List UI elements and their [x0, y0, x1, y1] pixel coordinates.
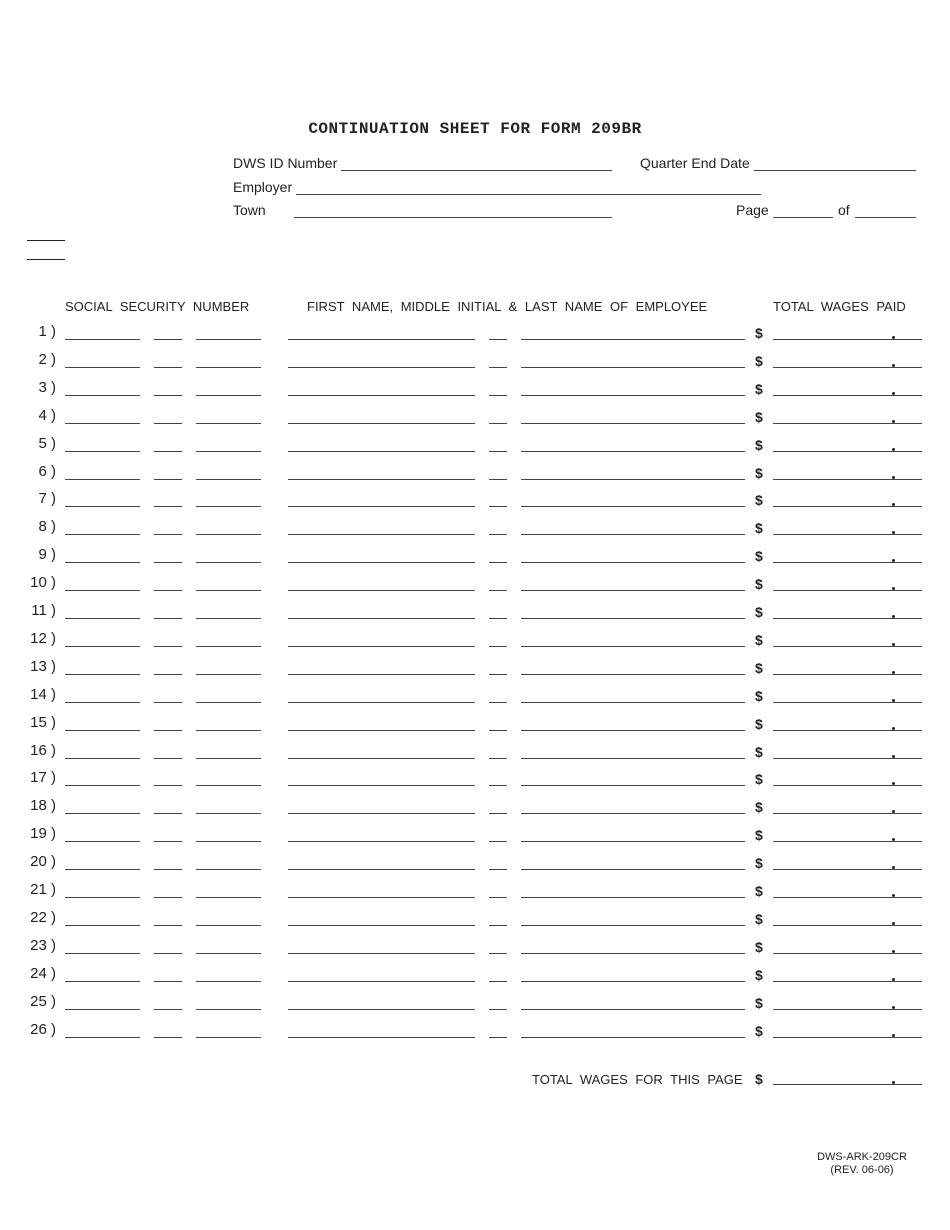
- ssn-part2-field[interactable]: [154, 674, 182, 675]
- dollar-sign: $: [755, 716, 763, 732]
- margin-mark: [27, 240, 65, 241]
- ssn-part3-field[interactable]: [196, 785, 261, 786]
- last-name-field[interactable]: [521, 562, 745, 563]
- decimal-point: [892, 643, 895, 646]
- middle-initial-field[interactable]: [489, 367, 507, 368]
- dollar-sign: $: [755, 995, 763, 1011]
- dollar-sign: $: [755, 744, 763, 760]
- total-wages-label: TOTAL WAGES FOR THIS PAGE: [532, 1072, 743, 1087]
- first-name-field[interactable]: [288, 618, 475, 619]
- employer-field[interactable]: [296, 194, 761, 195]
- first-name-field[interactable]: [288, 953, 475, 954]
- ssn-part2-field[interactable]: [154, 981, 182, 982]
- ssn-part3-field[interactable]: [196, 981, 261, 982]
- ssn-part1-field[interactable]: [65, 562, 140, 563]
- ssn-part1-field[interactable]: [65, 897, 140, 898]
- first-name-field[interactable]: [288, 339, 475, 340]
- decimal-point: [892, 810, 895, 813]
- ssn-part1-field[interactable]: [65, 869, 140, 870]
- ssn-part3-field[interactable]: [196, 841, 261, 842]
- middle-initial-field[interactable]: [489, 785, 507, 786]
- ssn-part1-field[interactable]: [65, 674, 140, 675]
- decimal-point: [892, 978, 895, 981]
- ssn-part3-field[interactable]: [196, 813, 261, 814]
- decimal-point: [892, 559, 895, 562]
- ssn-part1-field[interactable]: [65, 1037, 140, 1038]
- ssn-part3-field[interactable]: [196, 534, 261, 535]
- decimal-point: [892, 950, 895, 953]
- first-name-field[interactable]: [288, 534, 475, 535]
- middle-initial-field[interactable]: [489, 506, 507, 507]
- dollar-sign: $: [755, 855, 763, 871]
- ssn-part1-field[interactable]: [65, 730, 140, 731]
- middle-initial-field[interactable]: [489, 730, 507, 731]
- row-number: 21 ): [30, 881, 56, 898]
- row-number: 16 ): [30, 742, 56, 759]
- dollar-sign: $: [755, 771, 763, 787]
- page-label: Page: [736, 202, 769, 218]
- employer-label: Employer: [233, 179, 293, 195]
- decimal-point: [892, 448, 895, 451]
- ssn-part1-field[interactable]: [65, 758, 140, 759]
- dollar-sign: $: [755, 604, 763, 620]
- decimal-point: [892, 531, 895, 534]
- last-name-field[interactable]: [521, 534, 745, 535]
- form-code: DWS-ARK-209CR: [817, 1151, 907, 1163]
- first-name-field[interactable]: [288, 674, 475, 675]
- row-number: 2 ): [38, 351, 56, 368]
- decimal-point: [892, 392, 895, 395]
- decimal-point: [892, 699, 895, 702]
- decimal-point: [892, 922, 895, 925]
- dollar-sign: $: [755, 688, 763, 704]
- ssn-part2-field[interactable]: [154, 730, 182, 731]
- ssn-part3-field[interactable]: [196, 702, 261, 703]
- ssn-part3-field[interactable]: [196, 339, 261, 340]
- town-field[interactable]: [294, 217, 612, 218]
- ssn-part1-field[interactable]: [65, 339, 140, 340]
- form-revision: (REV. 06-06): [830, 1164, 894, 1176]
- margin-mark: [27, 259, 65, 260]
- first-name-field[interactable]: [288, 897, 475, 898]
- last-name-field[interactable]: [521, 869, 745, 870]
- middle-initial-field[interactable]: [489, 869, 507, 870]
- last-name-field[interactable]: [521, 395, 745, 396]
- ssn-part2-field[interactable]: [154, 785, 182, 786]
- decimal-point: [892, 336, 895, 339]
- row-number: 12 ): [30, 630, 56, 647]
- ssn-part1-field[interactable]: [65, 395, 140, 396]
- ssn-part2-field[interactable]: [154, 423, 182, 424]
- last-name-field[interactable]: [521, 925, 745, 926]
- ssn-part2-field[interactable]: [154, 562, 182, 563]
- ssn-header: SOCIAL SECURITY NUMBER: [65, 299, 250, 314]
- quarter-end-label: Quarter End Date: [640, 155, 750, 171]
- page-total-field[interactable]: [855, 217, 916, 218]
- middle-initial-field[interactable]: [489, 590, 507, 591]
- decimal-point: [892, 615, 895, 618]
- ssn-part2-field[interactable]: [154, 367, 182, 368]
- ssn-part2-field[interactable]: [154, 869, 182, 870]
- first-name-field[interactable]: [288, 981, 475, 982]
- ssn-part1-field[interactable]: [65, 506, 140, 507]
- wages-header: TOTAL WAGES PAID: [773, 299, 906, 314]
- dollar-sign: $: [755, 325, 763, 341]
- ssn-part2-field[interactable]: [154, 897, 182, 898]
- ssn-part3-field[interactable]: [196, 1009, 261, 1010]
- dollar-sign: $: [755, 883, 763, 899]
- first-name-field[interactable]: [288, 562, 475, 563]
- row-number: 7 ): [38, 490, 56, 507]
- row-number: 4 ): [38, 407, 56, 424]
- decimal-point: [892, 1006, 895, 1009]
- last-name-field[interactable]: [521, 897, 745, 898]
- row-number: 6 ): [38, 463, 56, 480]
- decimal-point: [892, 894, 895, 897]
- ssn-part2-field[interactable]: [154, 506, 182, 507]
- dollar-sign: $: [755, 576, 763, 592]
- dollar-sign: $: [755, 1023, 763, 1039]
- wages-field[interactable]: [773, 953, 922, 954]
- wages-field[interactable]: [773, 395, 922, 396]
- dws-id-label: DWS ID Number: [233, 155, 338, 171]
- middle-initial-field[interactable]: [489, 981, 507, 982]
- ssn-part3-field[interactable]: [196, 562, 261, 563]
- decimal-point: [892, 503, 895, 506]
- dollar-sign: $: [755, 492, 763, 508]
- last-name-field[interactable]: [521, 1037, 745, 1038]
- wages-field[interactable]: [773, 813, 922, 814]
- dollar-sign: $: [755, 409, 763, 425]
- row-number: 17 ): [30, 769, 56, 786]
- wages-field[interactable]: [773, 758, 922, 759]
- ssn-part3-field[interactable]: [196, 479, 261, 480]
- wages-field[interactable]: [773, 1037, 922, 1038]
- ssn-part1-field[interactable]: [65, 1009, 140, 1010]
- last-name-field[interactable]: [521, 953, 745, 954]
- wages-field[interactable]: [773, 618, 922, 619]
- middle-initial-field[interactable]: [489, 897, 507, 898]
- ssn-part1-field[interactable]: [65, 367, 140, 368]
- wages-field[interactable]: [773, 869, 922, 870]
- row-number: 26 ): [30, 1021, 56, 1038]
- ssn-part1-field[interactable]: [65, 479, 140, 480]
- ssn-part1-field[interactable]: [65, 534, 140, 535]
- ssn-part1-field[interactable]: [65, 646, 140, 647]
- decimal-point: [892, 838, 895, 841]
- ssn-part3-field[interactable]: [196, 758, 261, 759]
- wages-field[interactable]: [773, 506, 922, 507]
- wages-field[interactable]: [773, 897, 922, 898]
- first-name-field[interactable]: [288, 479, 475, 480]
- last-name-field[interactable]: [521, 479, 745, 480]
- wages-field[interactable]: [773, 674, 922, 675]
- dollar-sign: $: [755, 632, 763, 648]
- wages-field[interactable]: [773, 981, 922, 982]
- dollar-sign: $: [755, 827, 763, 843]
- dollar-sign: $: [755, 660, 763, 676]
- decimal-point: [892, 727, 895, 730]
- decimal-point: [892, 476, 895, 479]
- wages-field[interactable]: [773, 590, 922, 591]
- last-name-field[interactable]: [521, 785, 745, 786]
- total-wages-field[interactable]: [773, 1084, 922, 1085]
- dollar-sign: $: [755, 911, 763, 927]
- ssn-part1-field[interactable]: [65, 925, 140, 926]
- decimal-point: [892, 1034, 895, 1037]
- first-name-field[interactable]: [288, 1009, 475, 1010]
- form-title: CONTINUATION SHEET FOR FORM 209BR: [308, 120, 642, 138]
- last-name-field[interactable]: [521, 590, 745, 591]
- first-name-field[interactable]: [288, 925, 475, 926]
- dollar-sign: $: [755, 437, 763, 453]
- ssn-part2-field[interactable]: [154, 813, 182, 814]
- town-label: Town: [233, 202, 266, 218]
- ssn-part3-field[interactable]: [196, 897, 261, 898]
- first-name-field[interactable]: [288, 702, 475, 703]
- first-name-field[interactable]: [288, 451, 475, 452]
- quarter-end-field[interactable]: [754, 170, 916, 171]
- decimal-point: [892, 420, 895, 423]
- decimal-point: [892, 364, 895, 367]
- row-number: 22 ): [30, 909, 56, 926]
- ssn-part1-field[interactable]: [65, 785, 140, 786]
- middle-initial-field[interactable]: [489, 702, 507, 703]
- middle-initial-field[interactable]: [489, 339, 507, 340]
- ssn-part2-field[interactable]: [154, 479, 182, 480]
- middle-initial-field[interactable]: [489, 451, 507, 452]
- ssn-part2-field[interactable]: [154, 841, 182, 842]
- decimal-point: [892, 671, 895, 674]
- first-name-field[interactable]: [288, 841, 475, 842]
- first-name-field[interactable]: [288, 367, 475, 368]
- ssn-part2-field[interactable]: [154, 590, 182, 591]
- wages-field[interactable]: [773, 339, 922, 340]
- row-number: 11 ): [31, 602, 56, 619]
- ssn-part1-field[interactable]: [65, 618, 140, 619]
- ssn-part3-field[interactable]: [196, 953, 261, 954]
- middle-initial-field[interactable]: [489, 1009, 507, 1010]
- page-number-field[interactable]: [773, 217, 833, 218]
- ssn-part1-field[interactable]: [65, 590, 140, 591]
- first-name-field[interactable]: [288, 590, 475, 591]
- wages-field[interactable]: [773, 562, 922, 563]
- of-label: of: [838, 202, 850, 218]
- dollar-sign: $: [755, 465, 763, 481]
- decimal-point: [892, 755, 895, 758]
- decimal-point: [892, 587, 895, 590]
- wages-field[interactable]: [773, 925, 922, 926]
- first-name-field[interactable]: [288, 1037, 475, 1038]
- wages-field[interactable]: [773, 367, 922, 368]
- wages-field[interactable]: [773, 841, 922, 842]
- last-name-field[interactable]: [521, 367, 745, 368]
- dollar-sign: $: [755, 520, 763, 536]
- last-name-field[interactable]: [521, 730, 745, 731]
- wages-field[interactable]: [773, 702, 922, 703]
- middle-initial-field[interactable]: [489, 479, 507, 480]
- ssn-part3-field[interactable]: [196, 506, 261, 507]
- ssn-part2-field[interactable]: [154, 339, 182, 340]
- last-name-field[interactable]: [521, 1009, 745, 1010]
- ssn-part1-field[interactable]: [65, 981, 140, 982]
- row-number: 8 ): [38, 518, 56, 535]
- wages-field[interactable]: [773, 479, 922, 480]
- middle-initial-field[interactable]: [489, 1037, 507, 1038]
- ssn-part1-field[interactable]: [65, 953, 140, 954]
- wages-field[interactable]: [773, 451, 922, 452]
- last-name-field[interactable]: [521, 813, 745, 814]
- ssn-part2-field[interactable]: [154, 1009, 182, 1010]
- row-number: 15 ): [30, 714, 56, 731]
- last-name-field[interactable]: [521, 674, 745, 675]
- ssn-part3-field[interactable]: [196, 730, 261, 731]
- middle-initial-field[interactable]: [489, 423, 507, 424]
- ssn-part2-field[interactable]: [154, 925, 182, 926]
- row-number: 25 ): [30, 993, 56, 1010]
- wages-field[interactable]: [773, 785, 922, 786]
- ssn-part2-field[interactable]: [154, 618, 182, 619]
- dollar-sign: $: [755, 353, 763, 369]
- ssn-part2-field[interactable]: [154, 395, 182, 396]
- ssn-part2-field[interactable]: [154, 953, 182, 954]
- middle-initial-field[interactable]: [489, 841, 507, 842]
- middle-initial-field[interactable]: [489, 562, 507, 563]
- ssn-part2-field[interactable]: [154, 758, 182, 759]
- middle-initial-field[interactable]: [489, 395, 507, 396]
- wages-field[interactable]: [773, 534, 922, 535]
- ssn-part3-field[interactable]: [196, 590, 261, 591]
- ssn-part3-field[interactable]: [196, 423, 261, 424]
- last-name-field[interactable]: [521, 758, 745, 759]
- middle-initial-field[interactable]: [489, 618, 507, 619]
- dws-id-field[interactable]: [341, 170, 612, 171]
- row-number: 14 ): [30, 686, 56, 703]
- row-number: 9 ): [38, 546, 56, 563]
- last-name-field[interactable]: [521, 618, 745, 619]
- last-name-field[interactable]: [521, 339, 745, 340]
- ssn-part3-field[interactable]: [196, 395, 261, 396]
- last-name-field[interactable]: [521, 423, 745, 424]
- dollar-sign: $: [755, 939, 763, 955]
- ssn-part3-field[interactable]: [196, 618, 261, 619]
- last-name-field[interactable]: [521, 981, 745, 982]
- first-name-field[interactable]: [288, 423, 475, 424]
- ssn-part2-field[interactable]: [154, 534, 182, 535]
- first-name-field[interactable]: [288, 395, 475, 396]
- first-name-field[interactable]: [288, 869, 475, 870]
- dollar-sign: $: [755, 548, 763, 564]
- ssn-part2-field[interactable]: [154, 646, 182, 647]
- ssn-part3-field[interactable]: [196, 1037, 261, 1038]
- middle-initial-field[interactable]: [489, 646, 507, 647]
- wages-field[interactable]: [773, 646, 922, 647]
- ssn-part3-field[interactable]: [196, 646, 261, 647]
- total-dollar-sign: $: [755, 1071, 763, 1087]
- wages-field[interactable]: [773, 1009, 922, 1010]
- ssn-part2-field[interactable]: [154, 702, 182, 703]
- first-name-field[interactable]: [288, 758, 475, 759]
- middle-initial-field[interactable]: [489, 953, 507, 954]
- middle-initial-field[interactable]: [489, 813, 507, 814]
- last-name-field[interactable]: [521, 702, 745, 703]
- ssn-part3-field[interactable]: [196, 674, 261, 675]
- wages-field[interactable]: [773, 423, 922, 424]
- last-name-field[interactable]: [521, 506, 745, 507]
- ssn-part3-field[interactable]: [196, 925, 261, 926]
- middle-initial-field[interactable]: [489, 674, 507, 675]
- first-name-field[interactable]: [288, 730, 475, 731]
- ssn-part1-field[interactable]: [65, 423, 140, 424]
- last-name-field[interactable]: [521, 841, 745, 842]
- row-number: 10 ): [30, 574, 56, 591]
- ssn-part3-field[interactable]: [196, 869, 261, 870]
- row-number: 5 ): [38, 435, 56, 452]
- dollar-sign: $: [755, 381, 763, 397]
- ssn-part3-field[interactable]: [196, 367, 261, 368]
- last-name-field[interactable]: [521, 451, 745, 452]
- middle-initial-field[interactable]: [489, 925, 507, 926]
- decimal-point: [892, 866, 895, 869]
- middle-initial-field[interactable]: [489, 534, 507, 535]
- row-number: 19 ): [30, 825, 56, 842]
- ssn-part2-field[interactable]: [154, 451, 182, 452]
- first-name-field[interactable]: [288, 813, 475, 814]
- row-number: 20 ): [30, 853, 56, 870]
- row-number: 3 ): [38, 379, 56, 396]
- decimal-point: [892, 782, 895, 785]
- first-name-field[interactable]: [288, 646, 475, 647]
- row-number: 24 ): [30, 965, 56, 982]
- first-name-field[interactable]: [288, 785, 475, 786]
- ssn-part1-field[interactable]: [65, 813, 140, 814]
- row-number: 23 ): [30, 937, 56, 954]
- dollar-sign: $: [755, 967, 763, 983]
- row-number: 13 ): [30, 658, 56, 675]
- ssn-part1-field[interactable]: [65, 841, 140, 842]
- ssn-part3-field[interactable]: [196, 451, 261, 452]
- row-number: 18 ): [30, 797, 56, 814]
- decimal-point: [892, 1081, 895, 1084]
- name-header: FIRST NAME, MIDDLE INITIAL & LAST NAME OF EMPLOYEE: [307, 299, 708, 314]
- row-number: 1 ): [38, 323, 56, 340]
- ssn-part1-field[interactable]: [65, 451, 140, 452]
- ssn-part1-field[interactable]: [65, 702, 140, 703]
- wages-field[interactable]: [773, 730, 922, 731]
- first-name-field[interactable]: [288, 506, 475, 507]
- ssn-part2-field[interactable]: [154, 1037, 182, 1038]
- last-name-field[interactable]: [521, 646, 745, 647]
- middle-initial-field[interactable]: [489, 758, 507, 759]
- dollar-sign: $: [755, 799, 763, 815]
